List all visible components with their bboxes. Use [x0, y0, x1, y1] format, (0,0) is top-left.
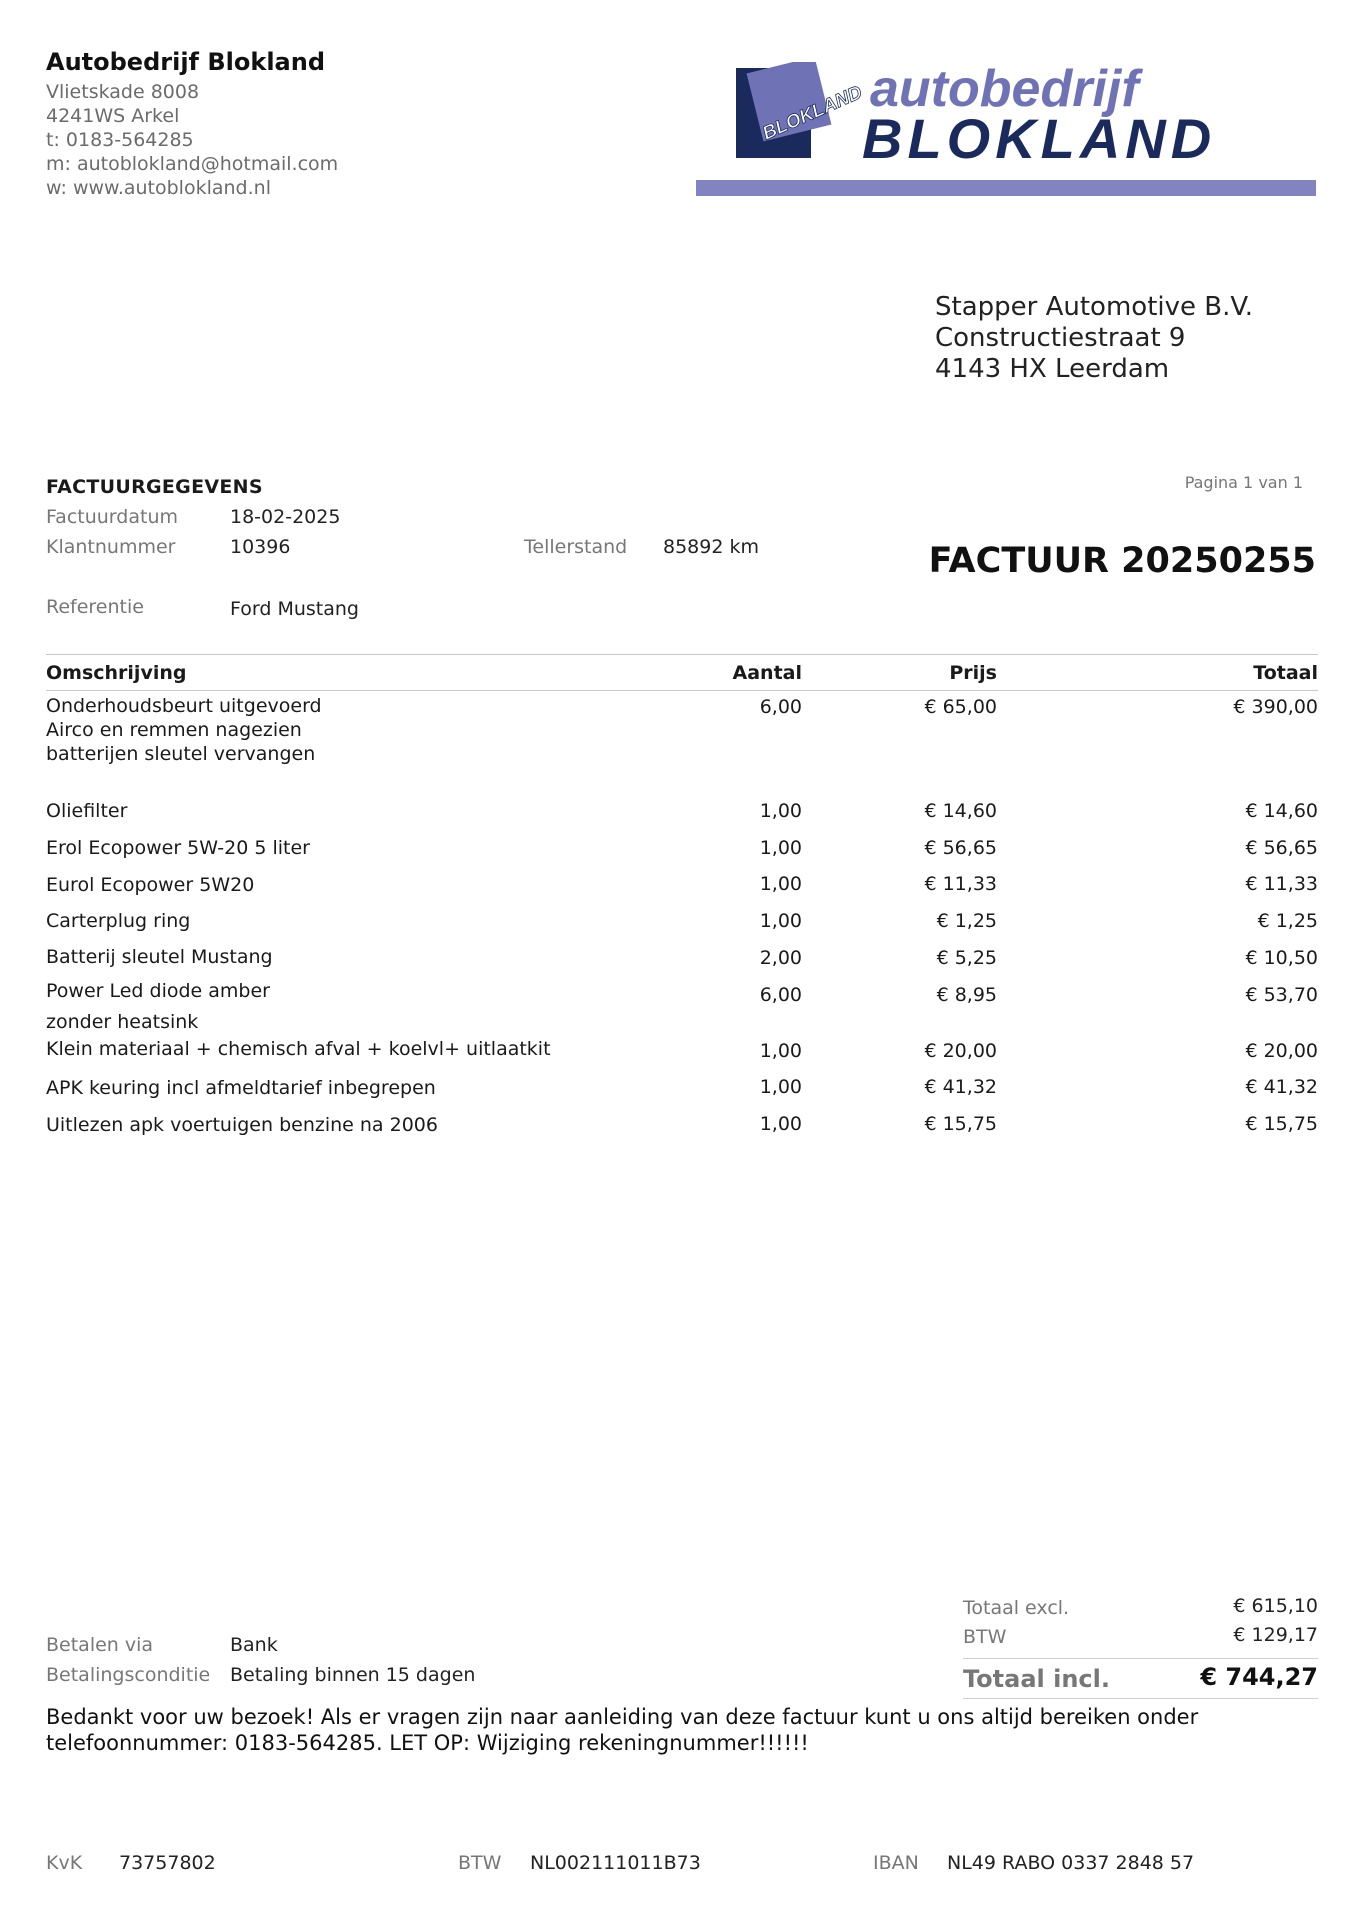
totals-rule-top	[963, 1658, 1318, 1659]
recipient-name: Stapper Automotive B.V.	[935, 292, 1254, 322]
table-row-total: € 53,70	[1245, 984, 1318, 1006]
payment-condition-label: Betalingsconditie	[46, 1664, 211, 1686]
invoice-date-value: 18-02-2025	[230, 506, 341, 528]
logo-bar	[696, 180, 1316, 196]
table-row-qty: 1,00	[759, 1076, 802, 1098]
table-row-description: Carterplug ring	[46, 910, 191, 932]
odometer-label: Tellerstand	[524, 536, 628, 558]
table-row-price: € 11,33	[924, 873, 997, 895]
column-header-price: Prijs	[949, 662, 997, 684]
table-row-qty: 6,00	[759, 696, 802, 718]
company-website: w: www.autoblokland.nl	[46, 177, 271, 199]
table-row-total: € 15,75	[1245, 1113, 1318, 1135]
total-excl-label: Totaal excl.	[963, 1597, 1070, 1619]
table-row-price: € 1,25	[936, 910, 997, 932]
totals-rule-bottom	[963, 1698, 1318, 1699]
kvk-label: KvK	[46, 1852, 83, 1874]
odometer-value: 85892 km	[663, 536, 759, 558]
company-address: Vlietskade 8008	[46, 81, 200, 103]
logo-word-top: autobedrijf	[870, 62, 1139, 118]
recipient-street: Constructiestraat 9	[935, 323, 1186, 353]
logo-word-bottom: BLOKLAND	[862, 107, 1217, 170]
table-row-qty: 1,00	[759, 800, 802, 822]
company-logo	[696, 62, 1316, 198]
table-row-description: Erol Ecopower 5W-20 5 liter	[46, 837, 310, 859]
table-row-price: € 5,25	[936, 947, 997, 969]
table-row-price: € 8,95	[936, 984, 997, 1006]
thank-you-note: Bedankt voor uw bezoek! Als er vragen zijn naar aanleiding van deze factuur kunt u ons altijd bereiken onder telefoonnummer: 0183-564285. LET OP: Wijziging rekeningnummer!!!!!!	[46, 1705, 1199, 1755]
table-row-description: Uitlezen apk voertuigen benzine na 2006	[46, 1114, 438, 1136]
table-row-qty: 1,00	[759, 1113, 802, 1135]
table-row-price: € 20,00	[924, 1040, 997, 1062]
table-row-price: € 41,32	[924, 1076, 997, 1098]
page-number: Pagina 1 van 1	[1184, 473, 1303, 492]
table-row-total: € 10,50	[1245, 947, 1318, 969]
table-row-qty: 1,00	[759, 837, 802, 859]
table-row-description: Onderhoudsbeurt uitgevoerd Airco en remmen nagezien batterijen sleutel vervangen	[46, 695, 322, 765]
table-row-qty: 1,00	[759, 1040, 802, 1062]
company-name: Autobedrijf Blokland	[46, 48, 325, 76]
table-row-total: € 390,00	[1233, 696, 1318, 718]
table-row-description: Batterij sleutel Mustang	[46, 946, 273, 968]
reference-label: Referentie	[46, 596, 144, 618]
vat-label: BTW	[963, 1626, 1007, 1648]
logo-badge-text: BLOKLAND	[759, 82, 866, 145]
table-row-total: € 56,65	[1245, 837, 1318, 859]
table-row-description: Oliefilter	[46, 800, 128, 822]
vat-number-value: NL002111011B73	[530, 1852, 701, 1874]
company-postal-city: 4241WS Arkel	[46, 105, 180, 127]
customer-number-value: 10396	[230, 536, 291, 558]
vat-number-label: BTW	[458, 1852, 502, 1874]
iban-value: NL49 RABO 0337 2848 57	[947, 1852, 1195, 1874]
total-incl-value: € 744,27	[1200, 1663, 1318, 1691]
table-row-total: € 14,60	[1245, 800, 1318, 822]
table-row-price: € 56,65	[924, 837, 997, 859]
kvk-value: 73757802	[119, 1852, 216, 1874]
column-header-qty: Aantal	[732, 662, 802, 684]
column-header-total: Totaal	[1253, 662, 1318, 684]
table-row-qty: 6,00	[759, 984, 802, 1006]
table-row-total: € 11,33	[1245, 873, 1318, 895]
payment-via-value: Bank	[230, 1634, 278, 1656]
table-row-description: Klein materiaal + chemisch afval + koelvl+ uitlaatkit	[46, 1038, 551, 1060]
recipient-address	[935, 292, 1253, 385]
table-row-price: € 65,00	[924, 696, 997, 718]
table-header-rule	[46, 690, 1318, 691]
table-row-description: Eurol Ecopower 5W20	[46, 874, 255, 896]
invoice-date-label: Factuurdatum	[46, 506, 178, 528]
payment-condition-value: Betaling binnen 15 dagen	[230, 1664, 476, 1686]
company-contact	[46, 80, 338, 200]
customer-number-label: Klantnummer	[46, 536, 176, 558]
vat-value: € 129,17	[1233, 1624, 1318, 1646]
company-phone: t: 0183-564285	[46, 129, 194, 151]
iban-label: IBAN	[873, 1852, 919, 1874]
table-row-qty: 2,00	[759, 947, 802, 969]
table-row-price: € 14,60	[924, 800, 997, 822]
table-top-rule	[46, 654, 1318, 655]
recipient-postal-city: 4143 HX Leerdam	[935, 354, 1170, 384]
table-row-total: € 20,00	[1245, 1040, 1318, 1062]
table-row-qty: 1,00	[759, 910, 802, 932]
table-row-total: € 1,25	[1257, 910, 1318, 932]
table-row-price: € 15,75	[924, 1113, 997, 1135]
table-row-description: APK keuring incl afmeldtarief inbegrepen	[46, 1077, 436, 1099]
details-title: FACTUURGEGEVENS	[46, 476, 263, 498]
reference-value: Ford Mustang	[230, 598, 359, 620]
total-incl-label: Totaal incl.	[963, 1665, 1110, 1693]
total-excl-value: € 615,10	[1233, 1595, 1318, 1617]
table-row-qty: 1,00	[759, 873, 802, 895]
invoice-title: FACTUUR 20250255	[928, 541, 1316, 581]
column-header-description: Omschrijving	[46, 662, 187, 684]
table-row-total: € 41,32	[1245, 1076, 1318, 1098]
table-row-description: Power Led diode amber zonder heatsink	[46, 980, 270, 1033]
payment-via-label: Betalen via	[46, 1634, 154, 1656]
company-email: m: autoblokland@hotmail.com	[46, 153, 339, 175]
